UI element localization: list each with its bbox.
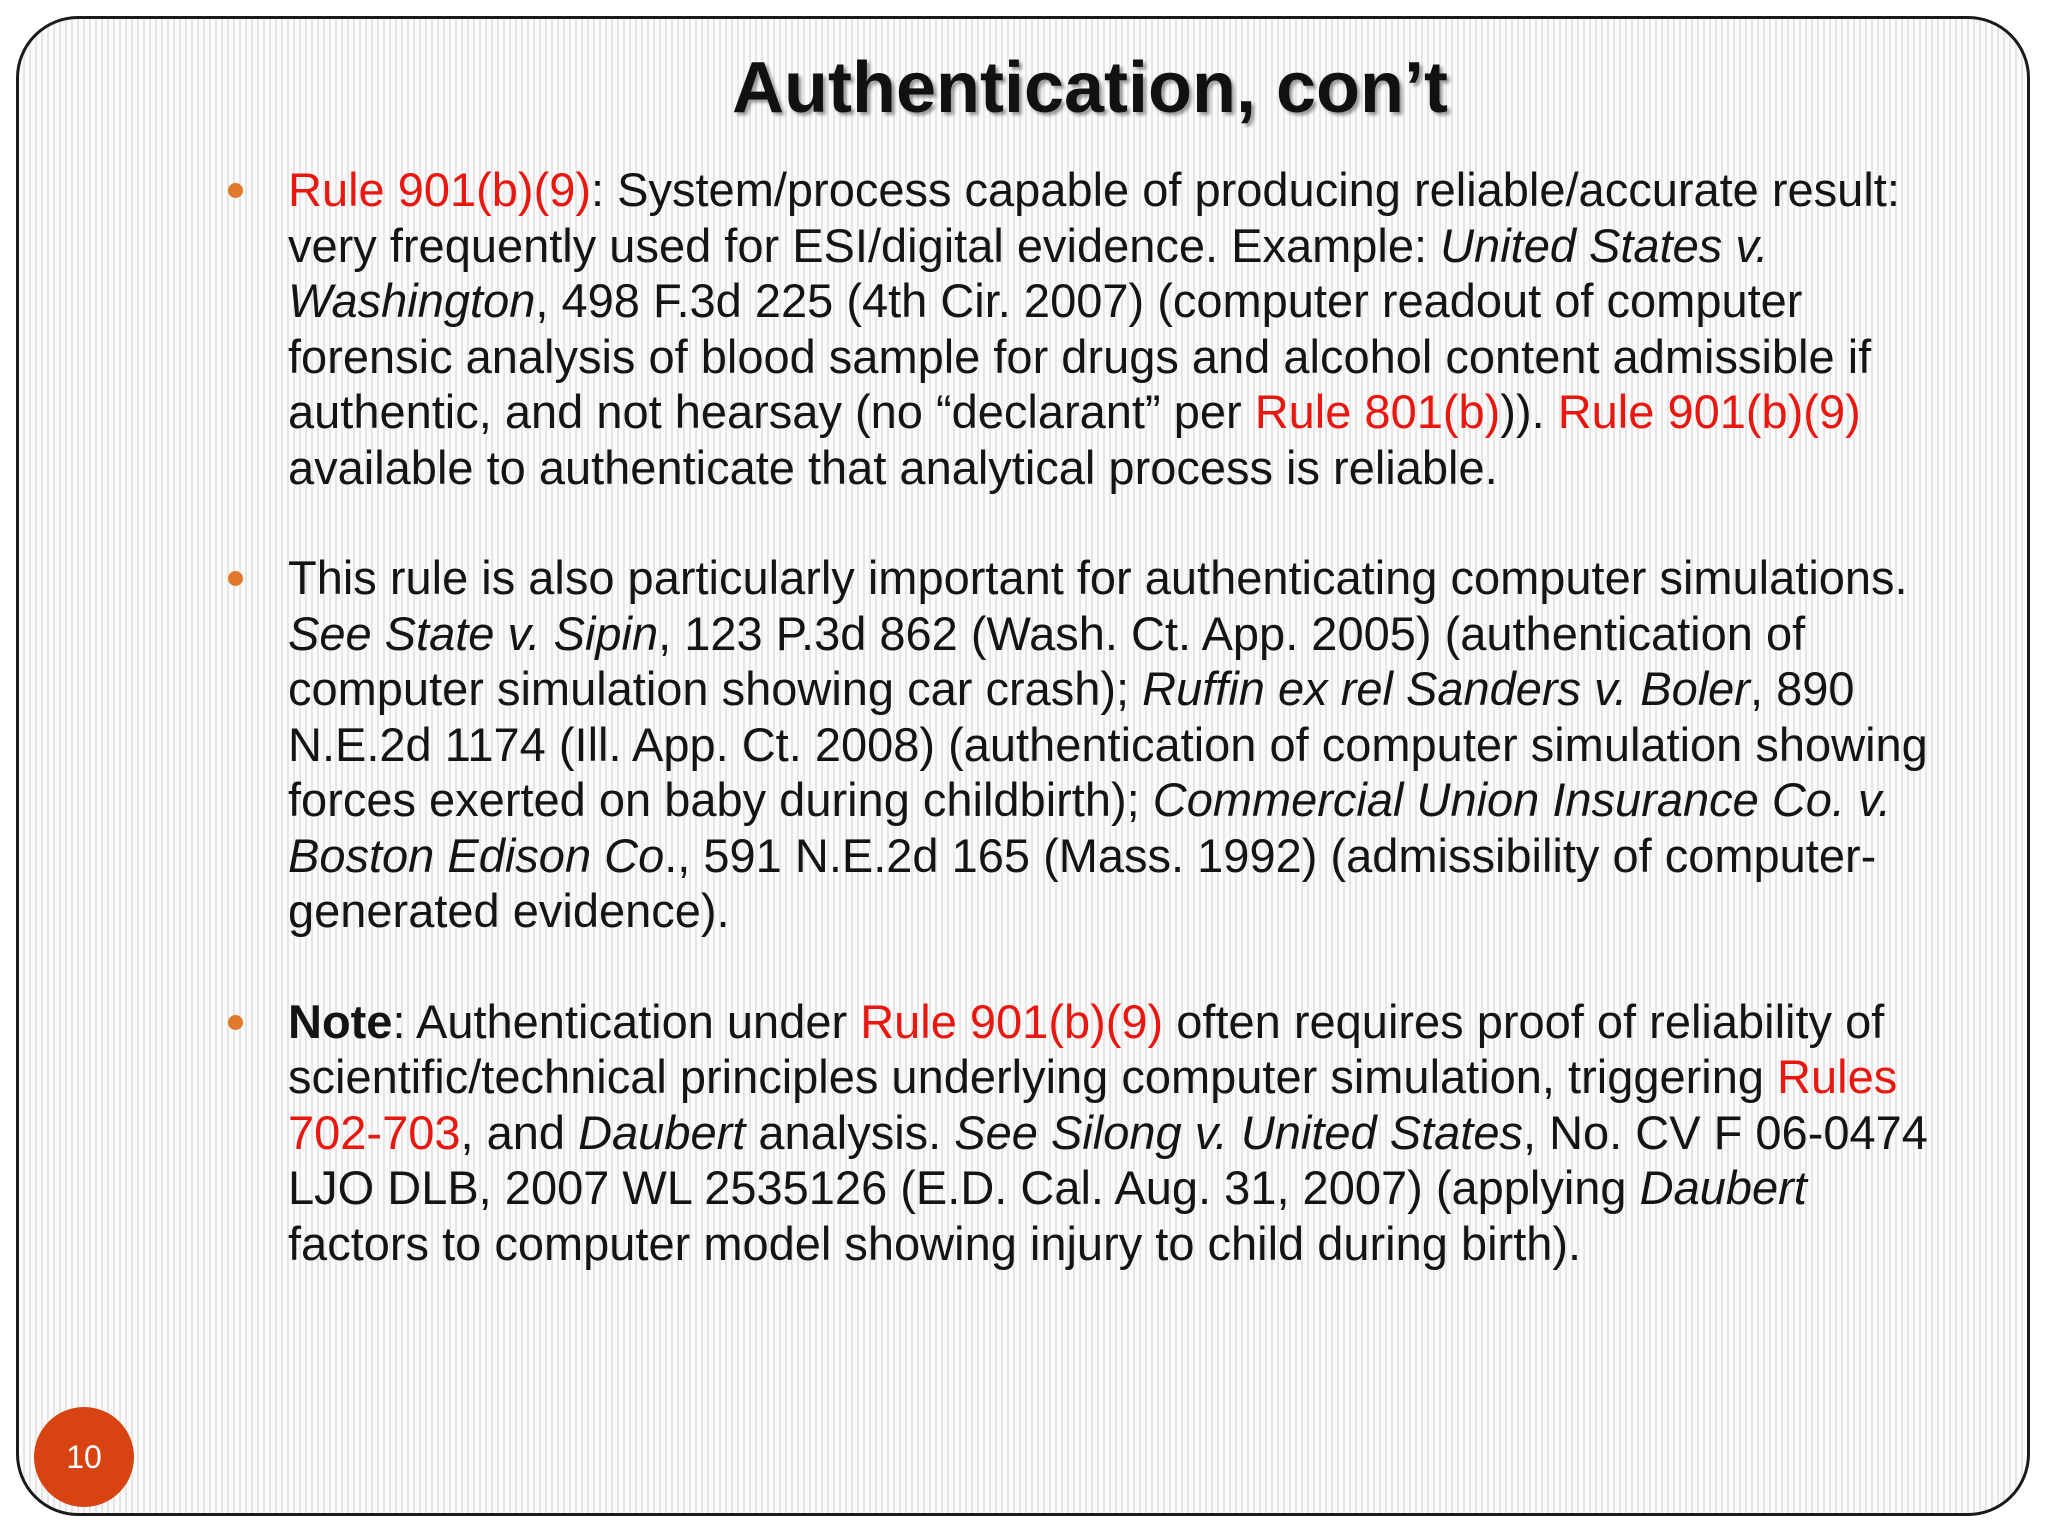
rule-reference: Rules 702-703 — [288, 1050, 1898, 1159]
case-name: United States v. Washington — [288, 218, 1769, 327]
bullet-list — [288, 162, 1938, 1326]
slide-title: Authentication, con’t — [732, 48, 1448, 128]
body-text: , and — [460, 1105, 579, 1159]
body-text: available to authenticate that analytical process is reliable. — [288, 440, 1498, 494]
rule-reference: Rule 901(b)(9) — [860, 994, 1164, 1048]
case-name: Daubert — [578, 1105, 746, 1159]
body-text: : Authentication under — [392, 994, 861, 1048]
case-name: See Silong v. United States — [954, 1105, 1523, 1159]
body-text: : System/process capable of producing reliable/accurate result: very frequently used for ESI/digital evidence. Example: — [288, 163, 1900, 272]
rule-reference: Rule 901(b)(9) — [288, 163, 592, 216]
rule-reference: Rule 801(b) — [1254, 385, 1501, 438]
bullet-dot-icon — [228, 183, 243, 198]
body-text: , No. CV F 06-0474 LJO DLB, 2007 WL 2535126 (E.D. Cal. Aug. 31, 2007) (applying — [288, 1105, 1928, 1214]
case-name: Commercial Union Insurance Co. v. Boston Edison Co — [288, 773, 1892, 882]
body-text: , 498 F.3d 225 (4th Cir. 2007) (computer readout of computer forensic analysis of blood sample for drugs and alcohol content admissible if authentic, and not hearsay (no “declarant” per — [288, 274, 1872, 438]
body-text: )). — [1500, 385, 1558, 438]
body-text: factors to computer model showing injury to child during birth). — [288, 1216, 1582, 1270]
body-text: ., 591 N.E.2d 165 (Mass. 1992) (admissibility of computer-generated evidence). — [288, 828, 1877, 937]
body-text: analysis. — [745, 1105, 955, 1159]
bullet-item — [288, 994, 1938, 1272]
rule-reference: Rule 901(b)(9) — [1557, 385, 1861, 438]
case-name: See State v. Sipin — [288, 606, 659, 660]
case-name: Ruffin ex rel Sanders v. Boler — [1142, 662, 1750, 715]
body-text: often requires proof of reliability of scientific/technical principles underlying computer simulation, triggering — [288, 994, 1885, 1103]
bullet-item — [288, 162, 1938, 495]
bullet-dot-icon — [228, 1015, 243, 1030]
body-text: , 123 P.3d 862 (Wash. Ct. App. 2005) (authentication of computer simulation showing car crash); — [288, 606, 1806, 715]
page-number-badge: 10 — [34, 1407, 134, 1507]
case-name: Daubert — [1639, 1161, 1807, 1214]
body-text: , 890 N.E.2d 1174 (Ill. App. Ct. 2008) (authentication of computer simulation showing forces exerted on baby during childbirth); — [288, 662, 1928, 826]
bullet-dot-icon — [228, 571, 243, 586]
note-label: Note — [288, 994, 393, 1048]
bullet-item — [288, 550, 1938, 939]
body-text: This rule is also particularly important for authenticating computer simulations. — [288, 551, 1908, 604]
